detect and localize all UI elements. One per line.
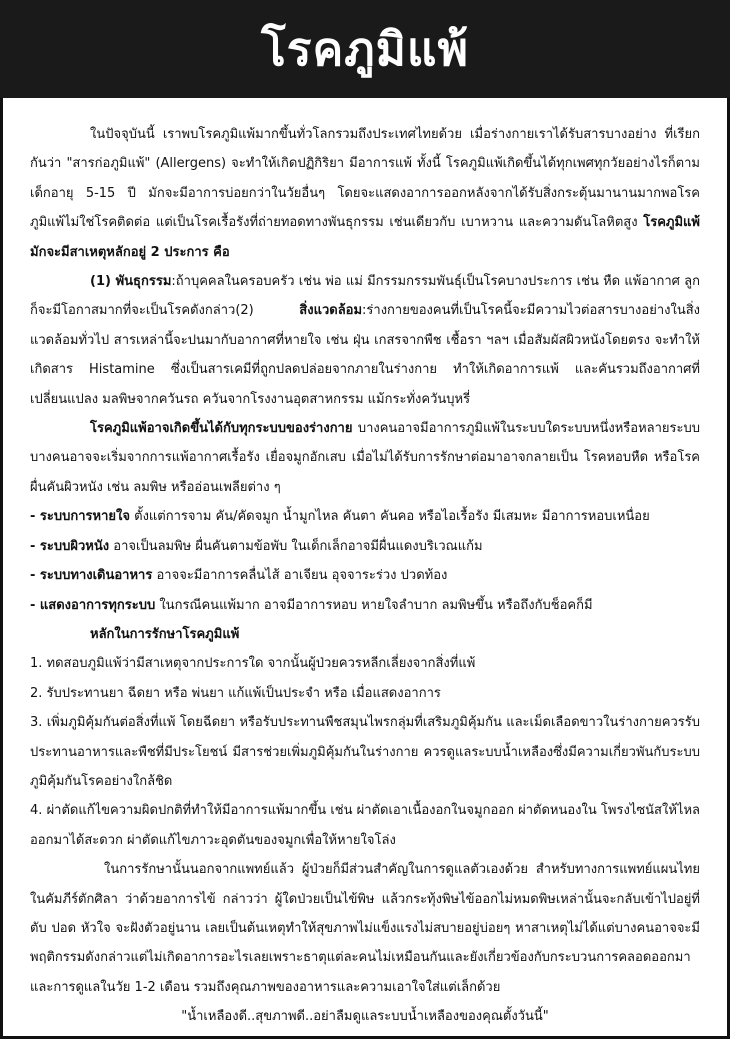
system-text: ตั้งแต่การจาม คัน/คัดจมูก น้ำมูกไหล คันตา คันคอ หรือไอเรื้อรัง มีเสมหะ มีอาการหอบเหนื่อย (130, 509, 650, 525)
systems-paragraph (30, 414, 700, 502)
causes-paragraph (30, 267, 700, 414)
systems-lead-text: บางคนอาจมีอาการภูมิแพ้ในระบบใดระบบหนึ่งหรือหลายระบบ บางคนอาจจะเริ่มจากการแพ้อากาศเรื้อรัง เยื่อจมูกอักเสบ เมื่อไม่ได้รับการรักษาต่อมาอาจกลายเป็น โรคหอบหืด หรือโรคผื่นคันผิวหนัง เช่น ลมพิษ หรืออ่อนเพลียต่าง ๆ (30, 421, 700, 495)
system-text: อาจเป็นลมพิษ ผื่นคันตามข้อพับ ในเด็กเล็กอาจมีผื่นแดงบริเวณแก้ม (109, 538, 483, 554)
treatment-item: 4. ผ่าตัดแก้ไขความผิดปกติที่ทำให้มีอาการแพ้มากขึ้น เช่น ผ่าตัดเอาเนื้องอกในจมูกออก ผ่าตัดหนองใน โพรงไซนัสให้ไหลออกมาได้สะดวก ผ่าตัดแก้ไขภาวะอุดตันของจมูกเพื่อให้หายใจโล่ง (30, 803, 700, 848)
system-label: - ระบบทางเดินอาหาร (30, 568, 153, 584)
treatment-item: 1. ทดสอบภูมิแพ้ว่ามีสาเหตุจากประการใด จากนั้นผู้ป่วยควรหลีกเลี่ยงจากสิ่งที่แพ้ (30, 656, 476, 672)
system-text: อาจจะมีอาการคลื่นไส้ อาเจียน อุจจาระร่วง ปวดท้อง (152, 568, 448, 584)
system-item-digestive (30, 561, 700, 590)
system-item-all (30, 591, 700, 620)
system-label: - ระบบการหายใจ (30, 509, 130, 525)
cause-2-label: สิ่งแวดล้อม (299, 303, 363, 319)
closing-paragraph: ในการรักษานั้นนอกจากแพทย์แล้ว ผู้ป่วยก็มีส่วนสำคัญในการดูแลตัวเองด้วย สำหรับทางการแพทย์แผนไทย ในคัมภีร์ตักศิลา ว่าด้วยอาการไข้ กล่าวว่า ผู้ใดป่วยเป็นไข้พิษ แล้วกระทุ้งพิษไข้ออกไม่หมดพิษเหล่านั้นจะกลับเข้าไปอยู่ที่ตับ ปอด หัวใจ จะฝังตัวอยู่นาน เลยเป็นต้นเหตุทำให้สุขภาพไม่แข็งแรงไม่สบายอยู่บ่อยๆ หาสาเหตุไม่ได้แต่บางคนอาจจะมีพฤติกรรมดังกล่าวแต่ไม่เกิดอาการอะไรเลยเพราะธาตุแต่ละคนไม่เหมือนกันและยังเกี่ยวข้องกับกระบวนการคลอดออกมาและการดูแลในวัย 1-2 เดือน รวมถึงคุณภาพของอาหารและความเอาใจใส่แต่เล็กด้วย (30, 862, 700, 995)
system-label: - แสดงอาการทุกระบบ (30, 597, 156, 613)
article-body (30, 120, 700, 1032)
system-label: - ระบบผิวหนัง (30, 538, 110, 554)
intro-paragraph (30, 120, 700, 267)
cause-1-text: :ถ้าบุคคลในครอบครัว เช่น พ่อ แม่ มีกรรมกรรมพันธุ์เป็นโรคบางประการ เช่น หืด แพ้อากาศ ลูกก็จะมีโอกาสมากที่จะเป็นโรคดังกล่าว(2) (30, 274, 701, 319)
treatment-item: 2. รับประทานยา ฉีดยา หรือ พ่นยา แก้แพ้เป็นประจำ หรือ เมื่อแสดงอาการ (30, 685, 441, 701)
system-item-skin (30, 532, 700, 561)
system-text: ในกรณีคนแพ้มาก อาจมีอาการหอบ หายใจลำบาก ลมพิษขึ้น หรือถึงกับช็อคก็มี (155, 597, 593, 613)
intro-bold: โรคภูมิแพ้ มักจะมีสาเหตุหลักอยู่ 2 ประการ คือ (30, 215, 700, 260)
cause-1-label: (1) พันธุกรรม (90, 274, 172, 290)
treatment-item: 3. เพิ่มภูมิคุ้มกันต่อสิ่งที่แพ้ โดยฉีดยา หรือรับประทานพืชสมุนไพรกลุ่มที่เสริมภูมิคุ้มกัน และเม็ดเลือดขาวในร่างกายควรรับประทานอาหารและพืชที่มีประโยชน์ มีสารช่วยเพิ่มภูมิคุ้มกันในร่างกาย ควรดูแลระบบน้ำเหลืองซึ่งมีความเกี่ยวพันกับระบบภูมิคุ้มกันโรคอย่างใกล้ชิด (30, 715, 700, 789)
intro-text: ในปัจจุบันนี้ เราพบโรคภูมิแพ้มากขึ้นทั่วโลกรวมถึงประเทศไทยด้วย เมื่อร่างกายเราได้รับสารบางอย่าง ที่เรียกกันว่า "สารก่อภูมิแพ้" (Allergens) จะทำให้เกิดปฏิกิริยา มีอาการแพ้ ทั้งนี้ โรคภูมิแพ้เกิดขึ้นได้ทุกเพศทุกวัยอย่างไรก็ตาม เด็กอายุ 5-15 ปี มักจะมีอาการบ่อยกว่าในวัยอื่นๆ โดยจะแสดงอาการออกหลังจากได้รับสิ่งกระตุ้นมานานมากพอโรคภูมิแพ้ไม่ใช่โรคติดต่อ แต่เป็นโรคเรื้อรังที่ถ่ายทอดทางพันธุกรรม เช่นเดียวกับ เบาหวาน และความดันโลหิตสูง (30, 127, 700, 231)
cause-2-text: :ร่างกายของคนที่เป็นโรคนี้จะมีความไวต่อสารบางอย่างในสิ่งแวดล้อมทั่วไป สารเหล่านี้จะปนมากับอากาศที่หายใจ เช่น ฝุ่น เกสรจากพืช เชื้อรา ฯลฯ เมื่อสัมผัสผิวหนังโดยตรง จะทำให้เกิดสาร Histamine ซึ่งเป็นสารเคมีที่ถูกปลดปล่อยจากภายในร่างกาย ทำให้เกิดอาการแพ้ และคันรวมถึงอากาศที่เปลี่ยนแปลง มลพิษจากควันรถ ควันจากโรงงานอุตสาหกรรม แม้กระทั่งควันบุหรี่ (30, 303, 700, 407)
treatment-heading: หลักในการรักษาโรคภูมิแพ้ (90, 626, 240, 642)
systems-lead-bold: โรคภูมิแพ้อาจเกิดขึ้นได้กับทุกระบบของร่างกาย (90, 421, 353, 437)
title-banner (0, 0, 730, 98)
page-title: โรคภูมิแพ้ (261, 21, 469, 76)
system-item-respiratory (30, 502, 700, 531)
closing-quote: "น้ำเหลืองดี..สุขภาพดี..อย่าลืมดูแลระบบน้ำเหลืองของคุณตั้งวันนี้" (181, 1009, 549, 1025)
